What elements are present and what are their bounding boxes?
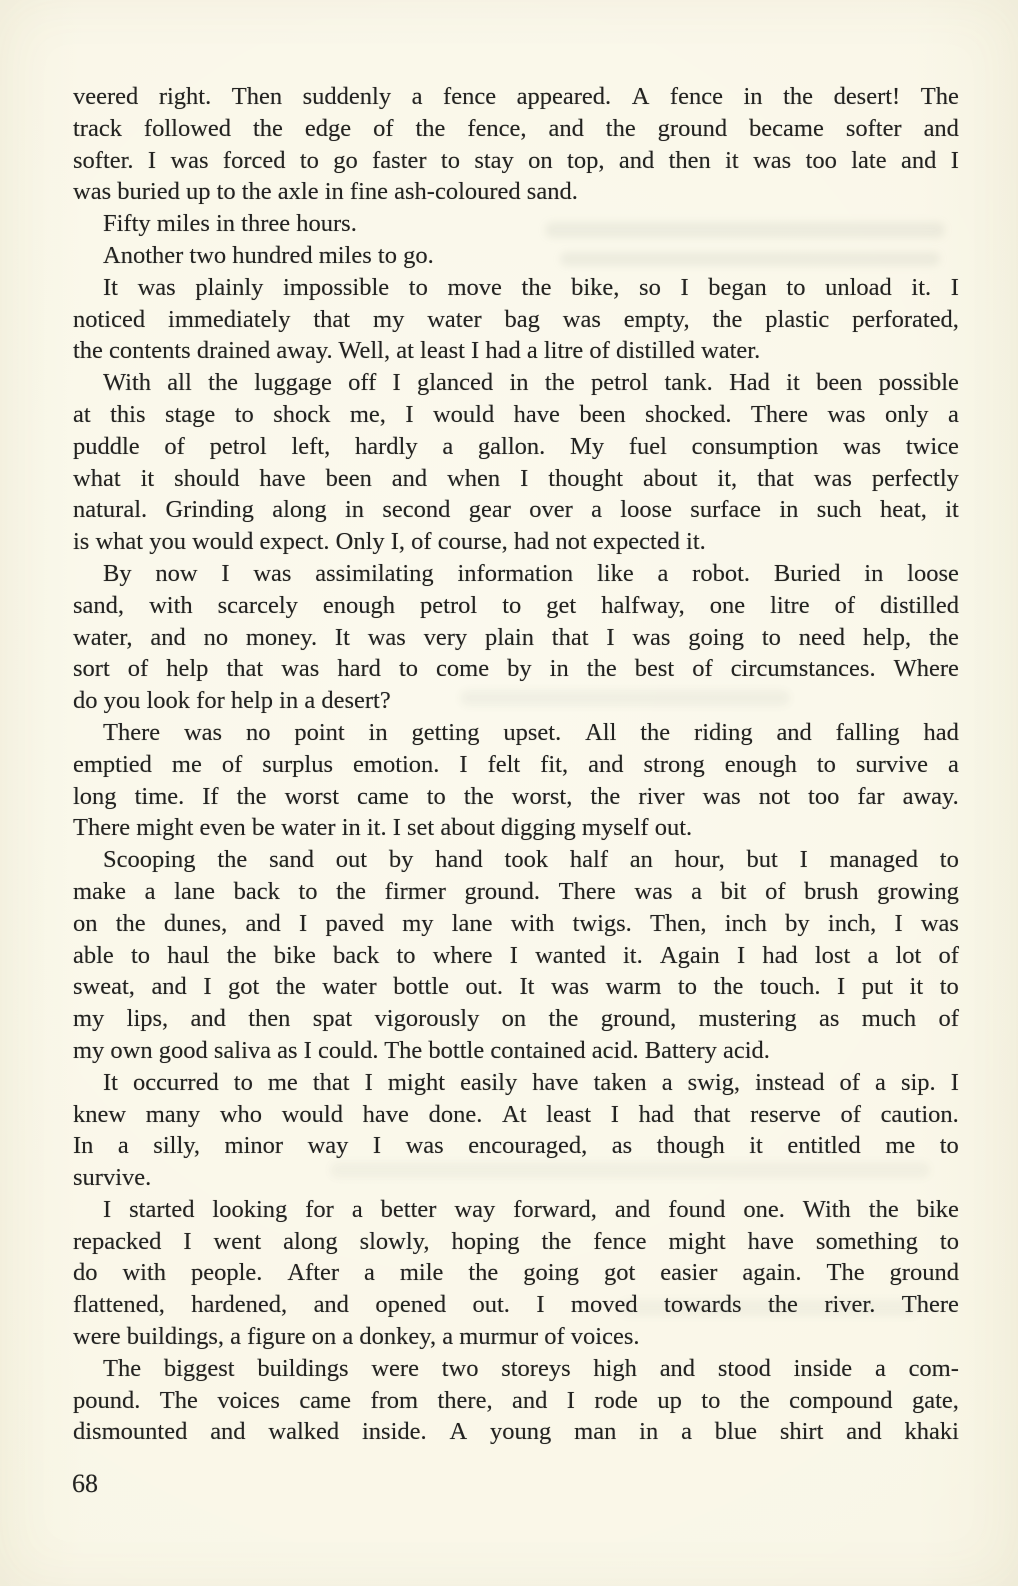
text-line: was buried up to the axle in fine ash-coloured sand. <box>73 178 578 206</box>
text-line: The biggest buildings were two storeys high and stood inside a com- <box>103 1354 959 1382</box>
text-line: my lips, and then spat vigorously on the ground, mustering as much of <box>73 1005 959 1033</box>
text-line: emptied me of surplus emotion. I felt fit, and strong enough to survive a <box>73 750 959 778</box>
text-line: long time. If the worst came to the worst, the river was not too far away. <box>73 782 959 810</box>
text-line: Scooping the sand out by hand took half an hour, but I managed to <box>103 846 959 874</box>
text-line: water, and no money. It was very plain that I was going to need help, the <box>73 623 959 651</box>
text-line: By now I was assimilating information like a robot. Buried in loose <box>103 559 959 587</box>
text-line: my own good saliva as I could. The bottle contained acid. Battery acid. <box>73 1036 770 1064</box>
text-line: on the dunes, and I paved my lane with twigs. Then, inch by inch, I was <box>73 909 959 937</box>
text-line: at this stage to shock me, I would have been shocked. There was only a <box>73 400 959 428</box>
text-line: knew many who would have done. At least I had that reserve of caution. <box>73 1100 959 1128</box>
text-line: Fifty miles in three hours. <box>103 210 357 238</box>
text-line: There was no point in getting upset. All the riding and falling had <box>103 718 959 746</box>
text-line: softer. I was forced to go faster to stay on top, and then it was too late and I <box>73 146 959 174</box>
text-line: Another two hundred miles to go. <box>103 241 434 269</box>
text-line: natural. Grinding along in second gear over a loose surface in such heat, it <box>73 496 959 524</box>
text-line: puddle of petrol left, hardly a gallon. My fuel consumption was twice <box>73 432 959 460</box>
text-line: It was plainly impossible to move the bike, so I began to unload it. I <box>103 273 959 301</box>
text-line: were buildings, a figure on a donkey, a murmur of voices. <box>73 1323 640 1351</box>
text-line: able to haul the bike back to where I wanted it. Again I had lost a lot of <box>73 941 959 969</box>
text-line: pound. The voices came from there, and I rode up to the compound gate, <box>73 1386 959 1414</box>
text-line: veered right. Then suddenly a fence appeared. A fence in the desert! The <box>73 83 959 110</box>
text-line: do you look for help in a desert? <box>73 687 391 715</box>
text-line: track followed the edge of the fence, and the ground became softer and <box>73 114 959 142</box>
text-line: With all the luggage off I glanced in the petrol tank. Had it been possible <box>103 369 959 397</box>
text-line: sweat, and I got the water bottle out. It was warm to the touch. I put it to <box>73 973 959 1001</box>
text-line: noticed immediately that my water bag was empty, the plastic perforated, <box>73 305 959 333</box>
page-number: 68 <box>72 1469 98 1498</box>
text-line: There might even be water in it. I set about digging myself out. <box>73 814 693 842</box>
text-line: dismounted and walked inside. A young man in a blue shirt and khaki <box>73 1418 959 1446</box>
text-line: I started looking for a better way forward, and found one. With the bike <box>103 1195 959 1223</box>
text-line: repacked I went along slowly, hoping the fence might have something to <box>73 1227 959 1255</box>
text-line: sort of help that was hard to come by in the best of circumstances. Where <box>73 655 959 683</box>
body-text <box>73 81 959 1448</box>
text-line: is what you would expect. Only I, of course, had not expected it. <box>73 528 706 556</box>
text-line: sand, with scarcely enough petrol to get halfway, one litre of distilled <box>73 591 959 619</box>
text-line: what it should have been and when I thought about it, that was perfectly <box>73 464 959 492</box>
text-line: In a silly, minor way I was encouraged, as though it entitled me to <box>73 1132 959 1160</box>
text-line: It occurred to me that I might easily have taken a swig, instead of a sip. I <box>103 1068 959 1096</box>
text-line: do with people. After a mile the going got easier again. The ground <box>73 1259 959 1287</box>
text-line: flattened, hardened, and opened out. I moved towards the river. There <box>73 1291 959 1319</box>
text-line: make a lane back to the firmer ground. There was a bit of brush growing <box>73 877 959 905</box>
text-line: the contents drained away. Well, at least I had a litre of distilled water. <box>73 337 761 365</box>
text-line: survive. <box>73 1164 152 1192</box>
